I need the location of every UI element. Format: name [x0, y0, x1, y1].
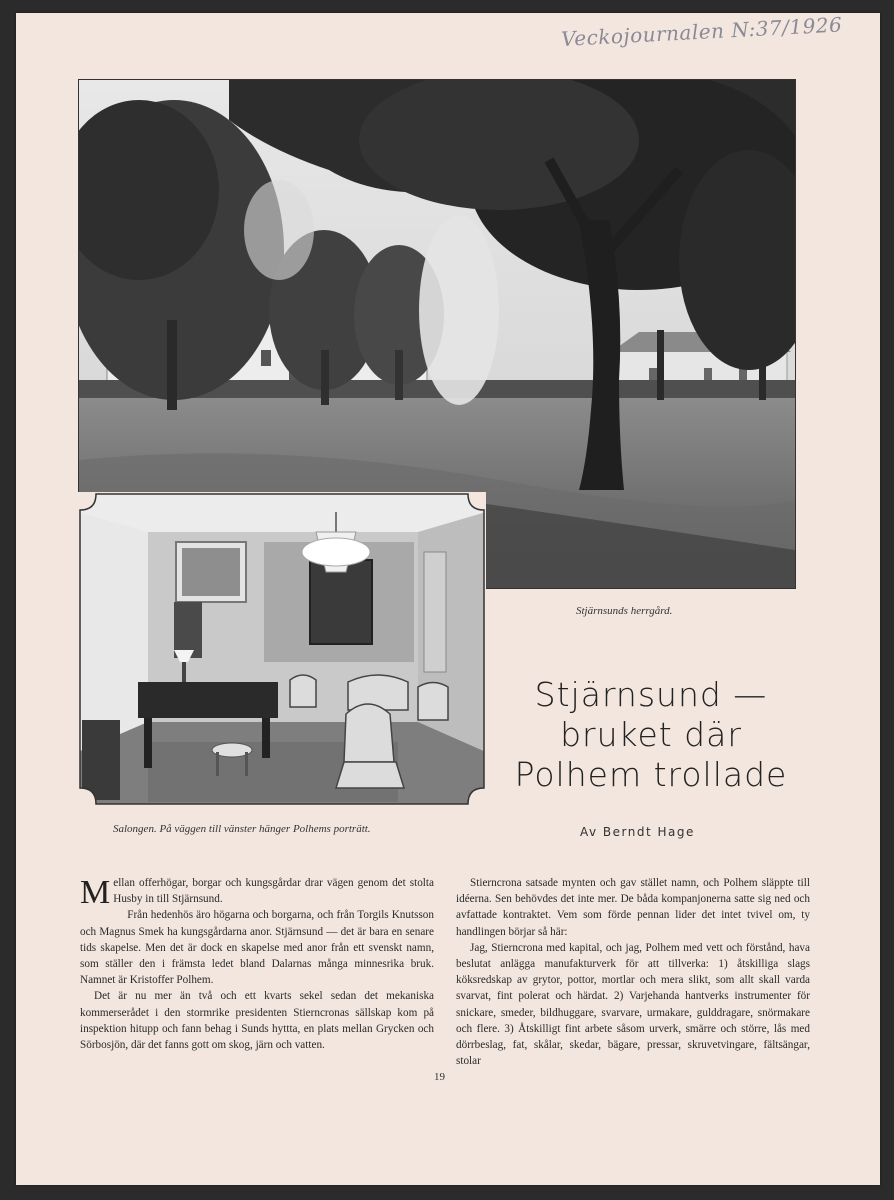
paragraph: [80, 874, 434, 911]
salon-photo-illustration: [78, 492, 486, 807]
paragraph: Stierncrona satsade mynten och gav stället namn, och Polhem släppte till idéerna. Sen behövdes det inte mer. De båda kompanjonerna satte sig ned och avfattade kontraktet. Vem som förde pennan lider det intet tvivel om, ty handlingen börjar så här:: [456, 877, 810, 938]
paragraph: Från hedenhös äro högarna och borgarna, och från Torgils Knutsson och Magnus Smek ha kungsgårdarna anor. Stjärnsund — det är bara en senare tids skapelse. Men det är dock en skapelse med anor från ett svenskt namn, som ställer den i främsta ledet bland Dalarnas många minnesrika bruk. Namnet är Kristoffer Polhem.: [80, 909, 434, 987]
byline: Av Berndt Hage: [580, 825, 695, 839]
paragraph: Jag, Stierncrona med kapital, och jag, Polhem med vett och förstånd, hava beslutat anlägga manufakturverk för att tillverka: 1) åtskilliga slags köksredskap av grytor, pottor, mortlar och mera slikt, som allt skall varda svarvat, fint polerat och härdat. 2) Varjehanda hantverks instrumenter för snickare, smeder, bildhuggare, svarvare, urmakare, gulddragare, snörmakare och flere. 3) Åtskilligt fint arbete såsom urverk, smärre och större, lås med dörrbeslag, fat, skålar, skedar, bägare, pressar, skruvetvingare, fältsängar, stolar: [456, 941, 810, 1068]
title-line-1: Stjärnsund —: [534, 675, 768, 714]
inset-photo-caption: Salongen. På väggen till vänster hänger Polhems porträtt.: [113, 823, 371, 835]
left-text-column: [80, 875, 434, 1053]
paragraph: Det är nu mer än två och ett kvarts sekel sedan det mekaniska kommerserådet i den stormrike presidenten Stierncronas sällskap kom på inspektion hitupp och fann behag i Sunds hyttta, en plats mellan Grycken och Sörbosjön, där det fanns gott om skog, järn och vatten.: [80, 990, 434, 1052]
magazine-page: [16, 13, 880, 1185]
page-number: 19: [434, 1071, 445, 1083]
drop-cap: M: [80, 874, 111, 911]
main-photo-caption: Stjärnsunds herrgård.: [576, 605, 673, 617]
handwritten-archive-note: Veckojournalen N:37/1926: [560, 12, 843, 52]
right-text-column: [456, 875, 810, 1069]
title-line-3: Polhem trollade: [514, 755, 788, 794]
title-line-2: bruket där: [560, 715, 742, 754]
article-title: [486, 675, 816, 795]
paragraph-text: ellan offerhögar, borgar och kungsgårdar drar vägen genom det stolta Husby in till Stjärnsund.: [113, 877, 434, 906]
salon-photograph: [78, 492, 486, 807]
